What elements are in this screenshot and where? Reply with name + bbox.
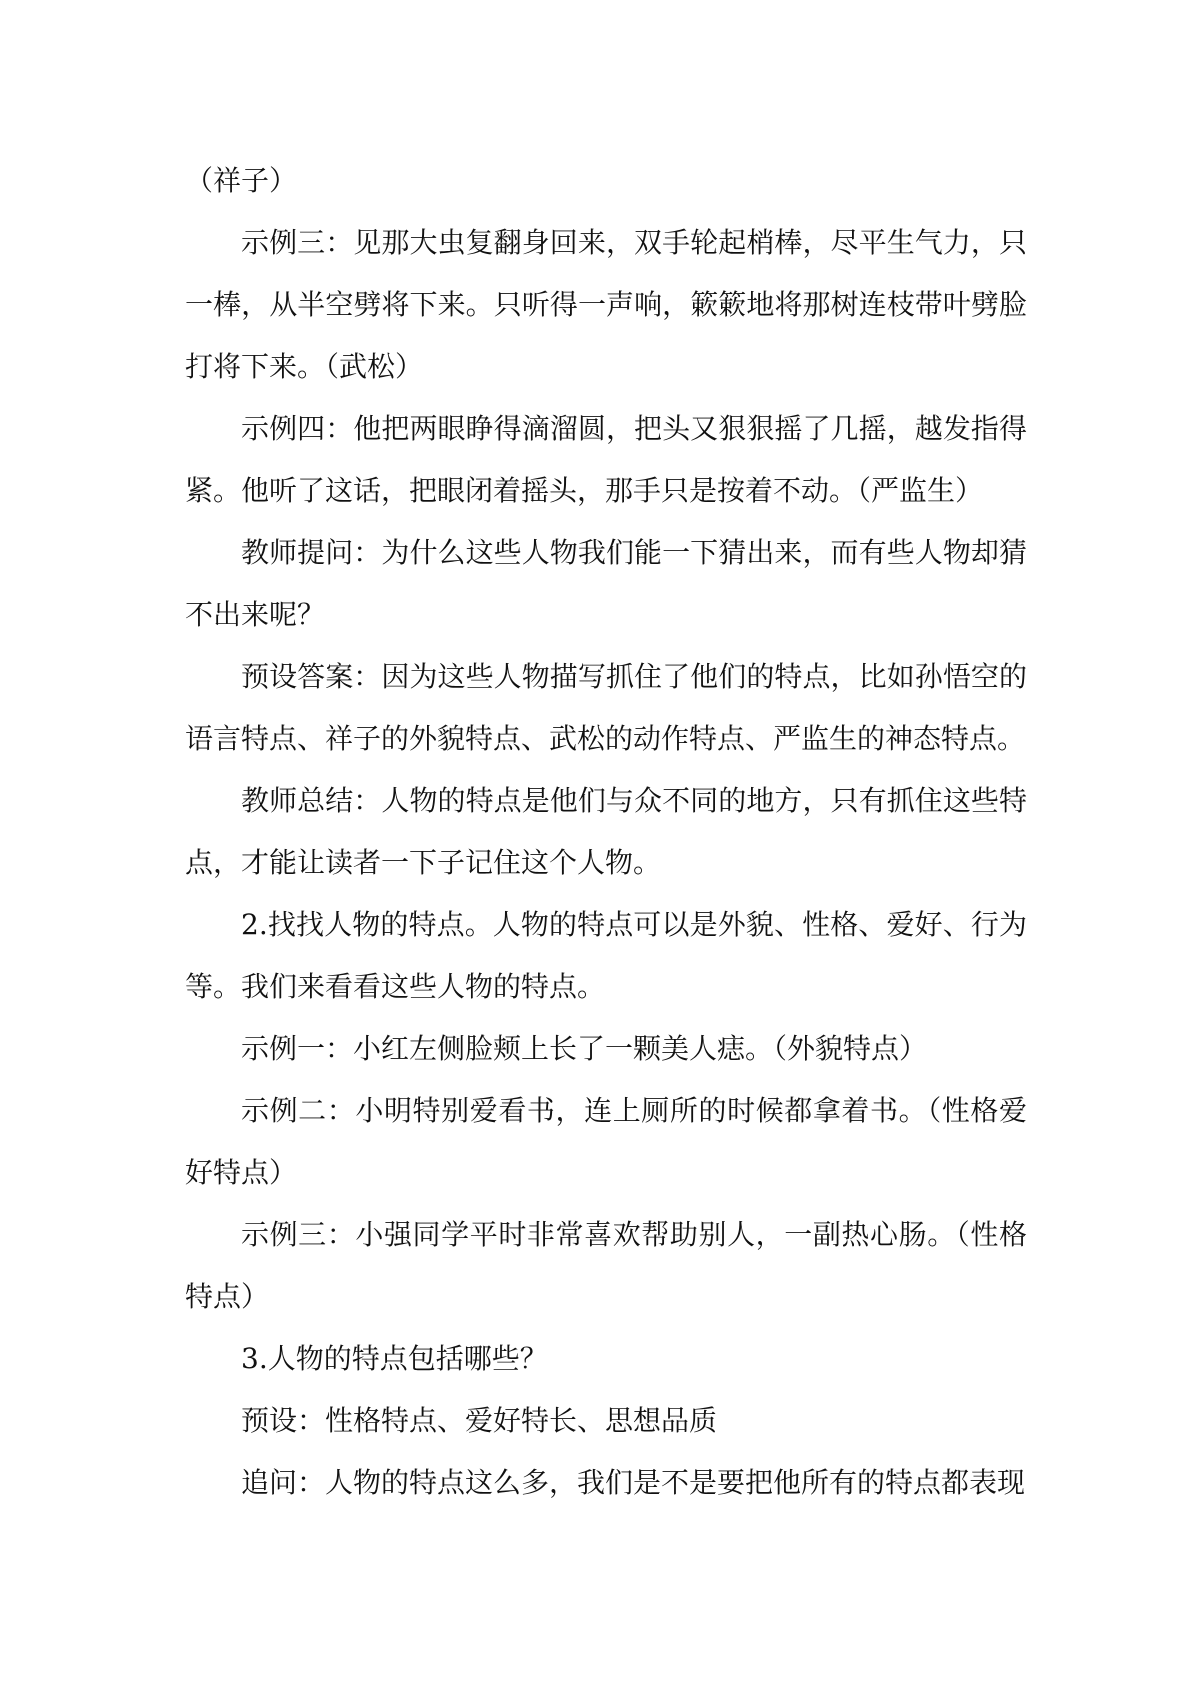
paragraph: 2.找找人物的特点。人物的特点可以是外貌、性格、爱好、行为等。我们来看看这些人物的特点。 [185, 908, 1027, 1003]
paragraph: 示例三：见那大虫复翻身回来，双手轮起梢棒，尽平生气力，只一棒，从半空劈将下来。只听得一声响，簌簌地将那树连枝带叶劈脸打将下来。（武松） [185, 226, 1027, 383]
paragraph: 追问：人物的特点这么多，我们是不是要把他所有的特点都表现 [241, 1466, 1026, 1499]
paragraph: 教师总结：人物的特点是他们与众不同的地方，只有抓住这些特点，才能让读者一下子记住这个人物。 [185, 784, 1027, 879]
paragraph: 示例一：小红左侧脸颊上长了一颗美人痣。（外貌特点） [241, 1032, 928, 1065]
paragraph: 示例四：他把两眼睁得滴溜圆，把头又狠狠摇了几摇，越发指得紧。他听了这话，把眼闭着摇头，那手只是按着不动。（严监生） [185, 412, 1027, 507]
paragraph: （祥子） [185, 164, 298, 197]
document-body [185, 150, 1027, 1514]
paragraph: 预设答案：因为这些人物描写抓住了他们的特点，比如孙悟空的语言特点、祥子的外貌特点、武松的动作特点、严监生的神态特点。 [185, 660, 1027, 755]
paragraph: 预设：性格特点、爱好特长、思想品质 [241, 1404, 718, 1437]
paragraph: 3.人物的特点包括哪些？ [241, 1342, 548, 1375]
paragraph: 示例二：小明特别爱看书，连上厕所的时候都拿着书。（性格爱好特点） [185, 1094, 1027, 1189]
paragraph: 教师提问：为什么这些人物我们能一下猜出来，而有些人物却猜不出来呢？ [185, 536, 1027, 631]
paragraph: 示例三：小强同学平时非常喜欢帮助别人，一副热心肠。（性格特点） [185, 1218, 1027, 1313]
